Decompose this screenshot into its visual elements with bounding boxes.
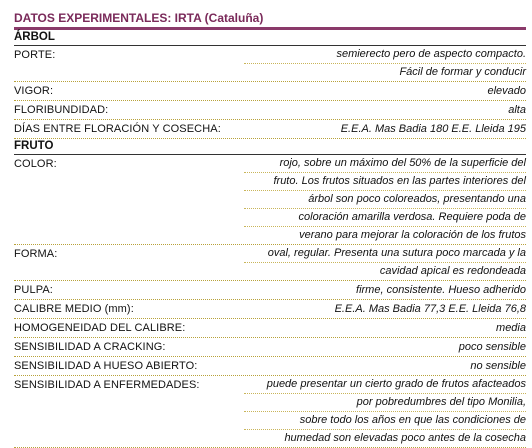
row-label: COLOR: [14,158,57,170]
data-row [14,82,526,101]
row-value-line: árbol son poco coloreados, presentando una [244,191,526,209]
page-title: DATOS EXPERIMENTALES: IRTA (Cataluña) [14,11,264,25]
sections-container [14,30,526,448]
row-value-line: elevado [487,85,526,97]
row-value-line: sobre todo los años en que las condiciones de [244,412,526,430]
row-value [244,281,526,299]
row-label: DÍAS ENTRE FLORACIÓN Y COSECHA: [14,123,221,135]
row-value-line: Fácil de formar y conducir [399,66,526,78]
data-row [14,281,526,300]
data-row [14,300,526,319]
row-label: VIGOR: [14,85,54,97]
row-label: PULPA: [14,284,53,296]
row-value-line: E.E.A. Mas Badia 77,3 E.E. Lleida 76,8 [334,303,526,315]
row-label: CALIBRE MEDIO (mm): [14,303,134,315]
data-row [14,245,526,281]
row-value-line: semierecto pero de aspecto compacto. [244,46,526,64]
row-value [244,245,526,280]
row-value-line: E.E.A. Mas Badia 180 E.E. Lleida 195 [340,123,526,135]
row-label: SENSIBILIDAD A CRACKING: [14,341,166,353]
row-value-line: puede presentar un cierto grado de frutos afacteados [244,376,526,394]
row-value [244,357,526,375]
row-value-line: fruto. Los frutos situados en las partes interiores del [244,173,526,191]
row-value-line: verano para mejorar la coloración de los frutos [299,229,526,241]
row-value-line: rojo, sobre un máximo del 50% de la superficie del [244,155,526,173]
row-value-line: humedad son elevadas poco antes de la cosecha [284,432,526,444]
data-row [14,319,526,338]
data-row [14,376,526,448]
row-value-line: coloración amarilla verdosa. Requiere poda de [244,209,526,227]
row-value-line: cavidad apical es redondeada [379,265,526,277]
row-label: SENSIBILIDAD A HUESO ABIERTO: [14,360,198,372]
row-value-line: no sensible [470,360,526,372]
row-label: PORTE: [14,49,56,61]
data-row [14,46,526,82]
datasheet [14,0,526,448]
section-heading: FRUTO [14,139,526,155]
row-value [244,319,526,337]
section-heading: ÁRBOL [14,30,526,46]
row-value-line: alta [508,104,526,116]
row-value-line: oval, regular. Presenta una sutura poco marcada y la [244,245,526,263]
row-value [244,338,526,356]
row-value [244,155,526,244]
data-row [14,155,526,245]
data-row [14,120,526,139]
row-label: FLORIBUNDIDAD: [14,104,109,116]
row-value-line: media [496,322,526,334]
row-value [244,120,526,138]
row-label: FORMA: [14,248,58,260]
row-value-line: poco sensible [458,341,526,353]
row-value [244,46,526,81]
row-value [244,101,526,119]
data-row [14,101,526,120]
row-value [244,300,526,318]
row-value-line: firme, consistente. Hueso adherido [356,284,526,296]
row-value-line: por pobredumbres del tipo Monilia, [244,394,526,412]
data-row [14,357,526,376]
row-value [244,82,526,100]
data-row [14,338,526,357]
row-value [244,376,526,447]
row-label: HOMOGENEIDAD DEL CALIBRE: [14,322,186,334]
row-label: SENSIBILIDAD A ENFERMEDADES: [14,379,200,391]
